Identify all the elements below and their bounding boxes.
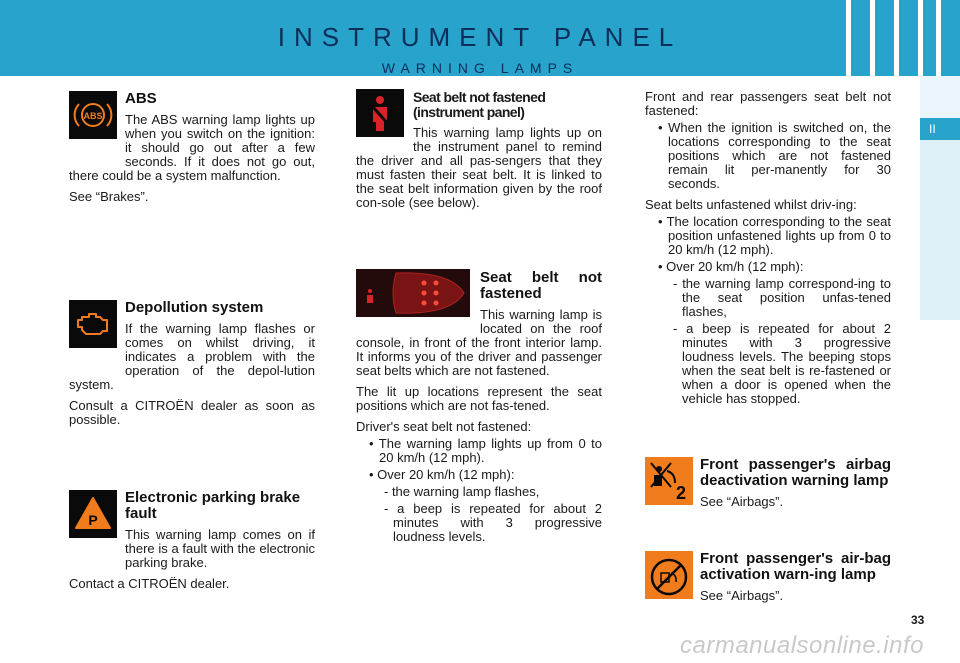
airbag-activation-heading: Front passenger's air-bag activation warn-ing lamp — [700, 550, 891, 583]
section-tab: II — [920, 118, 960, 140]
seatbelt-roof-driver-text: Driver's seat belt not fastened: — [356, 419, 532, 434]
seatbelt-roof-heading: Seat belt not fastened — [480, 269, 602, 302]
abs-heading: ABS — [125, 90, 157, 107]
rear-driving-text: Seat belts unfastened whilst driv-ing: — [645, 197, 857, 212]
svg-text:ABS: ABS — [83, 111, 103, 121]
rear-bullet-3: • Over 20 km/h (12 mph): — [658, 259, 804, 274]
airbag-deactivation-see-text: See “Airbags”. — [700, 494, 784, 509]
seatbelt-roof-bullet-2: • Over 20 km/h (12 mph): — [369, 467, 515, 482]
page-number: 33 — [911, 613, 925, 627]
seatbelt-roof-text: This warning lamp is located on the roof console, in front of the front interior lamp. It informs you of the driver and passenger seat belts which are not fastened. — [356, 307, 602, 378]
rear-dash-2: - a beep is repeated for about 2 minutes with 3 progressive loudness levels. The beeping stops when the seat belt is re-fastened or when a door is opened when the vehicle has stopped. — [673, 321, 891, 406]
page-subtitle: WARNING LAMPS — [381, 60, 579, 76]
seatbelt-panel-section — [356, 90, 602, 217]
airbag-activation-see-text: See “Airbags”. — [700, 588, 784, 603]
rear-passengers-section — [645, 90, 891, 409]
airbag-activation-section — [645, 551, 891, 610]
rear-intro-text: Front and rear passengers seat belt not fastened: — [645, 89, 891, 118]
airbag-deactivation-heading: Front passenger's airbag deactivation warning lamp — [700, 456, 891, 489]
rear-bullet-1: • When the ignition is switched on, the locations corresponding to the seat positions which are not fastened remain lit per-manently for 30 seconds. — [658, 120, 891, 191]
seatbelt-panel-heading: Seat belt not fastened (instrument panel) — [413, 89, 546, 120]
svg-text:P: P — [88, 512, 98, 528]
seatbelt-roof-locations-text: The lit up locations represent the seat positions which are not fas-tened. — [356, 384, 602, 413]
depollution-heading: Depollution system — [125, 299, 264, 316]
rear-bullet-2: • The location corresponding to the seat position unfastened lights up from 0 to 20 km/h (12 mph). — [658, 214, 891, 257]
svg-text:2: 2 — [675, 483, 687, 503]
rear-dash-1: - the warning lamp correspond-ing to the seat position unfas-tened flashes, — [673, 276, 891, 319]
seatbelt-roof-section — [356, 270, 602, 547]
depollution-section — [69, 300, 315, 434]
seatbelt-roof-dash-1: - the warning lamp flashes, — [384, 484, 540, 499]
airbag-deactivation-section — [645, 457, 891, 517]
seatbelt-roof-dash-2: - a beep is repeated for about 2 minutes with 3 progressive loudness levels. — [384, 501, 602, 544]
seatbelt-panel-text: This warning lamp lights up on the instrument panel to remind the driver and all pas-sengers that they must fasten their seat belt. It is linked to the seat belt information given by the roof con-sole (see below). — [356, 125, 602, 210]
parking-brake-text: This warning lamp comes on if there is a fault with the electronic parking brake. — [125, 527, 315, 570]
abs-section — [69, 91, 315, 211]
parking-brake-section — [69, 490, 315, 598]
page-title: INSTRUMENT PANEL — [277, 22, 683, 52]
side-strip-lower — [920, 140, 960, 320]
parking-brake-heading: Electronic parking brake fault — [125, 489, 301, 522]
depollution-text: If the warning lamp flashes or comes on whilst driving, it indicates a problem with the operation of the depol-lution system. — [69, 321, 315, 392]
watermark: carmanualsonline.info — [680, 632, 924, 659]
abs-see-text: See “Brakes”. — [69, 189, 149, 204]
depollution-dealer-text: Consult a CITROËN dealer as soon as possible. — [69, 398, 315, 427]
seatbelt-roof-bullet-1: • The warning lamp lights up from 0 to 20 km/h (12 mph). — [369, 436, 602, 465]
parking-brake-contact-text: Contact a CITROËN dealer. — [69, 576, 230, 591]
abs-text: The ABS warning lamp lights up when you switch on the ignition: it should go out after a few seconds. If it does not go out, there could be a system malfunction. — [69, 112, 315, 183]
